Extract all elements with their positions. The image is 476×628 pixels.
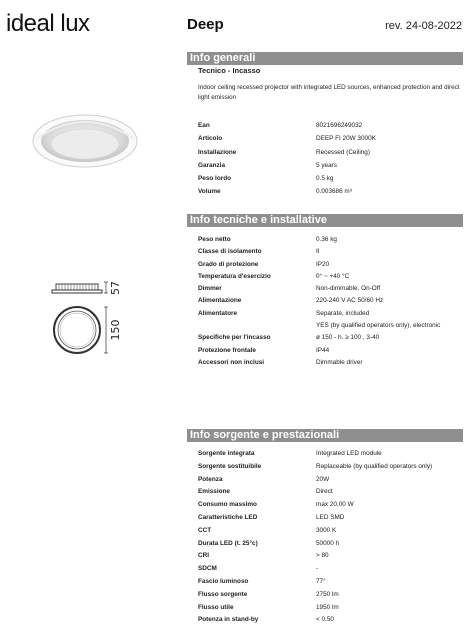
spec-row (198, 271, 463, 283)
spec-label: Articolo (198, 135, 223, 143)
spec-label: Durata LED (t. 25°c) (198, 539, 258, 547)
spec-label: Garanzia (198, 161, 225, 169)
spec-label: Dimmer (198, 285, 222, 293)
spec-label: Sorgente sostituibile (198, 462, 262, 470)
section-header-technical: Info tecniche e installative (187, 214, 463, 227)
spec-row (198, 320, 463, 332)
page-title: Deep (187, 16, 224, 33)
spec-label: CCT (198, 526, 212, 534)
spec-value: 20W (316, 475, 330, 483)
spec-row (198, 512, 463, 525)
spec-value: 3000 K (316, 526, 337, 534)
general-rows (198, 119, 463, 199)
spec-value: II (316, 248, 320, 256)
spec-label: Alimentazione (198, 297, 242, 305)
spec-value: Recessed (Ceiling) (316, 148, 370, 156)
section-header-light: Info sorgente e prestazionali (187, 429, 463, 442)
spec-label: Potenza (198, 475, 223, 483)
spec-row (198, 159, 463, 172)
spec-row (198, 499, 463, 512)
spec-label: Fascio luminoso (198, 577, 249, 585)
spec-label: Volume (198, 188, 221, 196)
spec-label: Accessori non inclusi (198, 358, 265, 366)
spec-label (198, 320, 316, 332)
spec-label: Consumo massimo (198, 501, 257, 509)
spec-label: Installazione (198, 148, 237, 156)
spec-value: IP20 (316, 260, 330, 268)
spec-label: Peso netto (198, 236, 231, 243)
spec-label: SDCM (198, 565, 217, 573)
revision-date: rev. 24-08-2022 (385, 20, 462, 32)
diameter-dimension-label: 150 (109, 319, 122, 341)
spec-label: Emissione (198, 488, 230, 496)
spec-label: Classe di isolamento (198, 248, 262, 256)
spec-value: DEEP FI 20W 3000K (316, 135, 376, 143)
spec-row (198, 602, 463, 615)
spec-value: LED SMD (316, 513, 345, 521)
spec-value: 5 years (316, 161, 337, 169)
spec-label: Protezione frontale (198, 346, 256, 354)
spec-row (198, 295, 463, 307)
height-dimension-label: 57 (109, 281, 122, 295)
spec-value: YES (by qualified operators only), electronic (316, 322, 441, 330)
spec-label: Flusso sorgente (198, 590, 248, 598)
spec-row (198, 185, 463, 198)
spec-row (198, 119, 463, 132)
technical-rows (198, 234, 463, 369)
spec-label: Alimentatore (198, 309, 238, 317)
spec-label: Ean (198, 122, 210, 129)
spec-value: < 0.50 (316, 616, 334, 624)
spec-row (198, 308, 463, 320)
spec-value: Non-dimmable, On-Off (316, 285, 381, 293)
spec-label: Grado di protezione (198, 260, 259, 268)
spec-row (198, 486, 463, 499)
spec-label: Specifiche per l'incasso (198, 334, 271, 342)
light-rows (198, 448, 463, 627)
spec-row (198, 146, 463, 159)
spec-value: Integrated LED module (316, 450, 382, 457)
product-subtitle: Tecnico - Incasso (198, 66, 261, 75)
spec-value: Dimmable driver (316, 358, 363, 366)
spec-label: Flusso utile (198, 603, 234, 611)
spec-row (198, 357, 463, 369)
spec-value: - (316, 565, 319, 573)
spec-row (198, 550, 463, 563)
spec-row (198, 614, 463, 627)
spec-value: 77° (316, 577, 326, 585)
spec-label: Temperatura d'esercizio (198, 272, 271, 280)
product-description: Indoor ceiling recessed projector with integrated LED sources, enhanced protection and direct light emission (198, 84, 460, 101)
spec-label: Sorgente integrata (198, 450, 255, 457)
spec-value: ø 150 - h. ≥ 100 , 3-40 (316, 334, 380, 342)
spec-value: Direct (316, 488, 333, 496)
spec-value: Separate, included (316, 309, 370, 317)
spec-row (198, 332, 463, 344)
product-photo (28, 108, 142, 170)
brand-logo: ideal lux (6, 10, 90, 37)
spec-value: 220-240 V AC 50/60 Hz (316, 297, 384, 305)
spec-value: 0.36 kg (316, 236, 337, 243)
spec-row (198, 525, 463, 538)
spec-label: Caratteristiche LED (198, 513, 258, 521)
spec-row (198, 246, 463, 258)
spec-row (198, 132, 463, 145)
spec-label: Peso lordo (198, 175, 232, 183)
spec-label: Potenza in stand-by (198, 616, 259, 624)
spec-value: max 20,00 W (316, 501, 354, 509)
spec-value: 50000 h (316, 539, 340, 547)
spec-row (198, 576, 463, 589)
spec-value: > 80 (316, 552, 329, 560)
spec-value: IP44 (316, 346, 330, 354)
spec-value: 2750 lm (316, 590, 339, 598)
spec-value: 0° ~ +40 °C (316, 272, 350, 280)
spec-row (198, 234, 463, 246)
spec-row (198, 172, 463, 185)
spec-value: 0.5 kg (316, 175, 334, 183)
spec-value: 0.003686 m³ (316, 188, 352, 196)
spec-label: CRI (198, 552, 210, 560)
spec-row (198, 448, 463, 461)
spec-row (198, 474, 463, 487)
spec-row (198, 259, 463, 271)
spec-row (198, 563, 463, 576)
front-drawing (48, 300, 126, 360)
spec-row (198, 345, 463, 357)
spec-value: 8021696249032 (316, 122, 363, 129)
spec-value: 1950 lm (316, 603, 339, 611)
spec-row (198, 538, 463, 551)
section-header-general: Info generali (187, 52, 463, 65)
spec-row (198, 283, 463, 295)
spec-row (198, 589, 463, 602)
spec-value: Replaceable (by qualified operators only) (316, 462, 433, 470)
spec-row (198, 461, 463, 474)
